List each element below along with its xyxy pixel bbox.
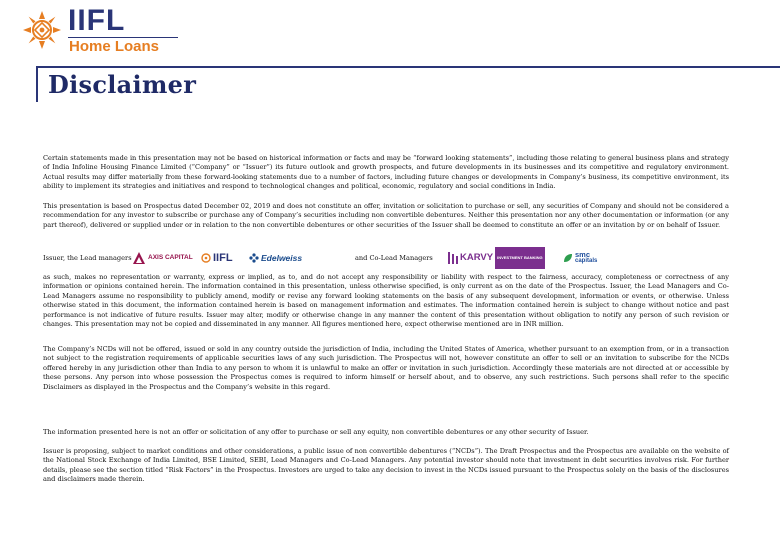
iifl-partner-logo (201, 251, 233, 265)
smc-tagline: capitals (575, 258, 598, 264)
edelweiss-text: Edelweiss (261, 253, 303, 263)
sunburst-emblem-icon (22, 10, 62, 50)
paragraph-not-an-offer: The information presented here is not an offer or solicitation of any offer to purchase or sell any equity, non convertible debentures or any other security of Issuer. (43, 428, 589, 436)
karvy-tagline: INVESTMENT BANKING (495, 247, 545, 269)
logo-subtitle: Home Loans (69, 38, 160, 55)
lead-managers-line (43, 248, 733, 268)
axis-triangle-icon (133, 252, 145, 264)
edelweiss-flower-icon (249, 253, 259, 263)
logo-brand-text: IIFL (68, 4, 126, 37)
paragraph-no-representation: as such, makes no representation or warranty, express or implied, as to, and do not accept any responsibility or liability with respect to the fairness, accuracy, completeness or correctness of any information or opinions contained herein. The information contained in this presentation, unless otherwise specified, is only current as on the date of the Prospectus. Issuer, the Lead Managers and Co-Lead Managers assume no responsibility to publicly amend, modify or revise any forward looking statements on the basis of any subsequent development, information or events, or otherwise. Unless otherwise stated in this document, the information contained herein is based on management information and estimates. The information contained herein is subject to change without notice and past performance is not indicative of future results. Issuer may alter, modify or otherwise change in any manner the content of this presentation without obligation to notify any person of such revision or changes. This presentation may not be copied and disseminated in any manner. All figures mentioned here, expect otherwise mentioned are in INR million. (43, 273, 729, 329)
karvy-text: KARVY (460, 252, 494, 263)
karvy-logo (448, 251, 545, 265)
iifl-partner-text: IIFL (213, 252, 233, 264)
axis-capital-logo (133, 251, 193, 265)
iifl-emblem-icon (201, 253, 211, 263)
paragraph-forward-looking: Certain statements made in this presentation may not be based on historical information or facts and may be “forward looking statements”, including those relating to general business plans and strategy of India Infoline Housing Finance Limited (“Company” or “Issuer”) its future outlook and growth prospects, and future developments in its businesses and its competitive and regulatory environment. Actual results may differ materially from these forward-looking statements due to a number of factors, including future changes or developments in Company’s business, its competitive environment, its ability to implement its strategies and initiatives and respond to technological changes and political, economic, regulatory and social conditions in India. (43, 154, 729, 191)
smc-capitals-logo (563, 251, 597, 265)
smc-text: smc (575, 250, 591, 259)
lead-managers-prefix: Issuer, the Lead managers (43, 254, 132, 262)
page-title: Disclaimer (48, 70, 197, 99)
title-frame-left (36, 66, 38, 102)
paragraph-prospectus-basis: This presentation is based on Prospectus dated December 02, 2019 and does not constitute an offer, invitation or solicitation to purchase or sell, any securities of Company and should not be considered a recommendation for any investor to subscribe or purchase any of Company’s securities including non convertible debentures. Neither this presentation nor any other documentation or information (or any part thereof), delivered or supplied under or in relation to the non convertible debentures or other securities of the Issuer shall be deemed to constitute an offer or an invitation by or on behalf of Issuer. (43, 202, 729, 229)
paragraph-public-issue: Issuer is proposing, subject to market conditions and other considerations, a public issue of non convertible debentures (“NCDs”). The Draft Prospectus and the Prospectus are available on the website of the National Stock Exchange of India Limited, BSE Limited, SEBI, Lead Managers and Co-Lead Managers. Any potential investor should note that investment in debt securities involves risk. For further details, please see the section titled “Risk Factors” in the Prospectus. Investors are urged to take any decision to invest in the NCDs issued pursuant to the Prospectus solely on the basis of the disclosures and disclaimers made therein. (43, 447, 729, 484)
edelweiss-logo (249, 251, 302, 265)
axis-capital-text: AXIS CAPITAL (148, 254, 193, 261)
karvy-bars-icon (448, 252, 458, 264)
smc-leaf-icon (563, 253, 573, 263)
paragraph-offering-restrictions: The Company’s NCDs will not be offered, issued or sold in any country outside the jurisdiction of India, including the United States of America, whether pursuant to an exemption from, or in a transaction not subject to the registration requirements of applicable securities laws of any such jurisdiction. The Prospectus will not, however constitute an offer to sell or an invitation to subscribe for the NCDs offered hereby in any jurisdiction other than India to any person to whom it is unlawful to make an offer or invitation in such jurisdiction. Accordingly these materials are not directed at or accessible by these persons. Any person into whose possession the Prospectus comes is required to inform himself or herself about, and to observe, any such restrictions. Such persons shall refer to the specific Disclaimers as displayed in the Prospectus and the Company’s website in this regard. (43, 345, 729, 391)
iifl-home-loans-logo (22, 6, 182, 62)
title-frame-top (36, 66, 780, 68)
lead-managers-middle: and Co-Lead Managers (355, 254, 433, 262)
